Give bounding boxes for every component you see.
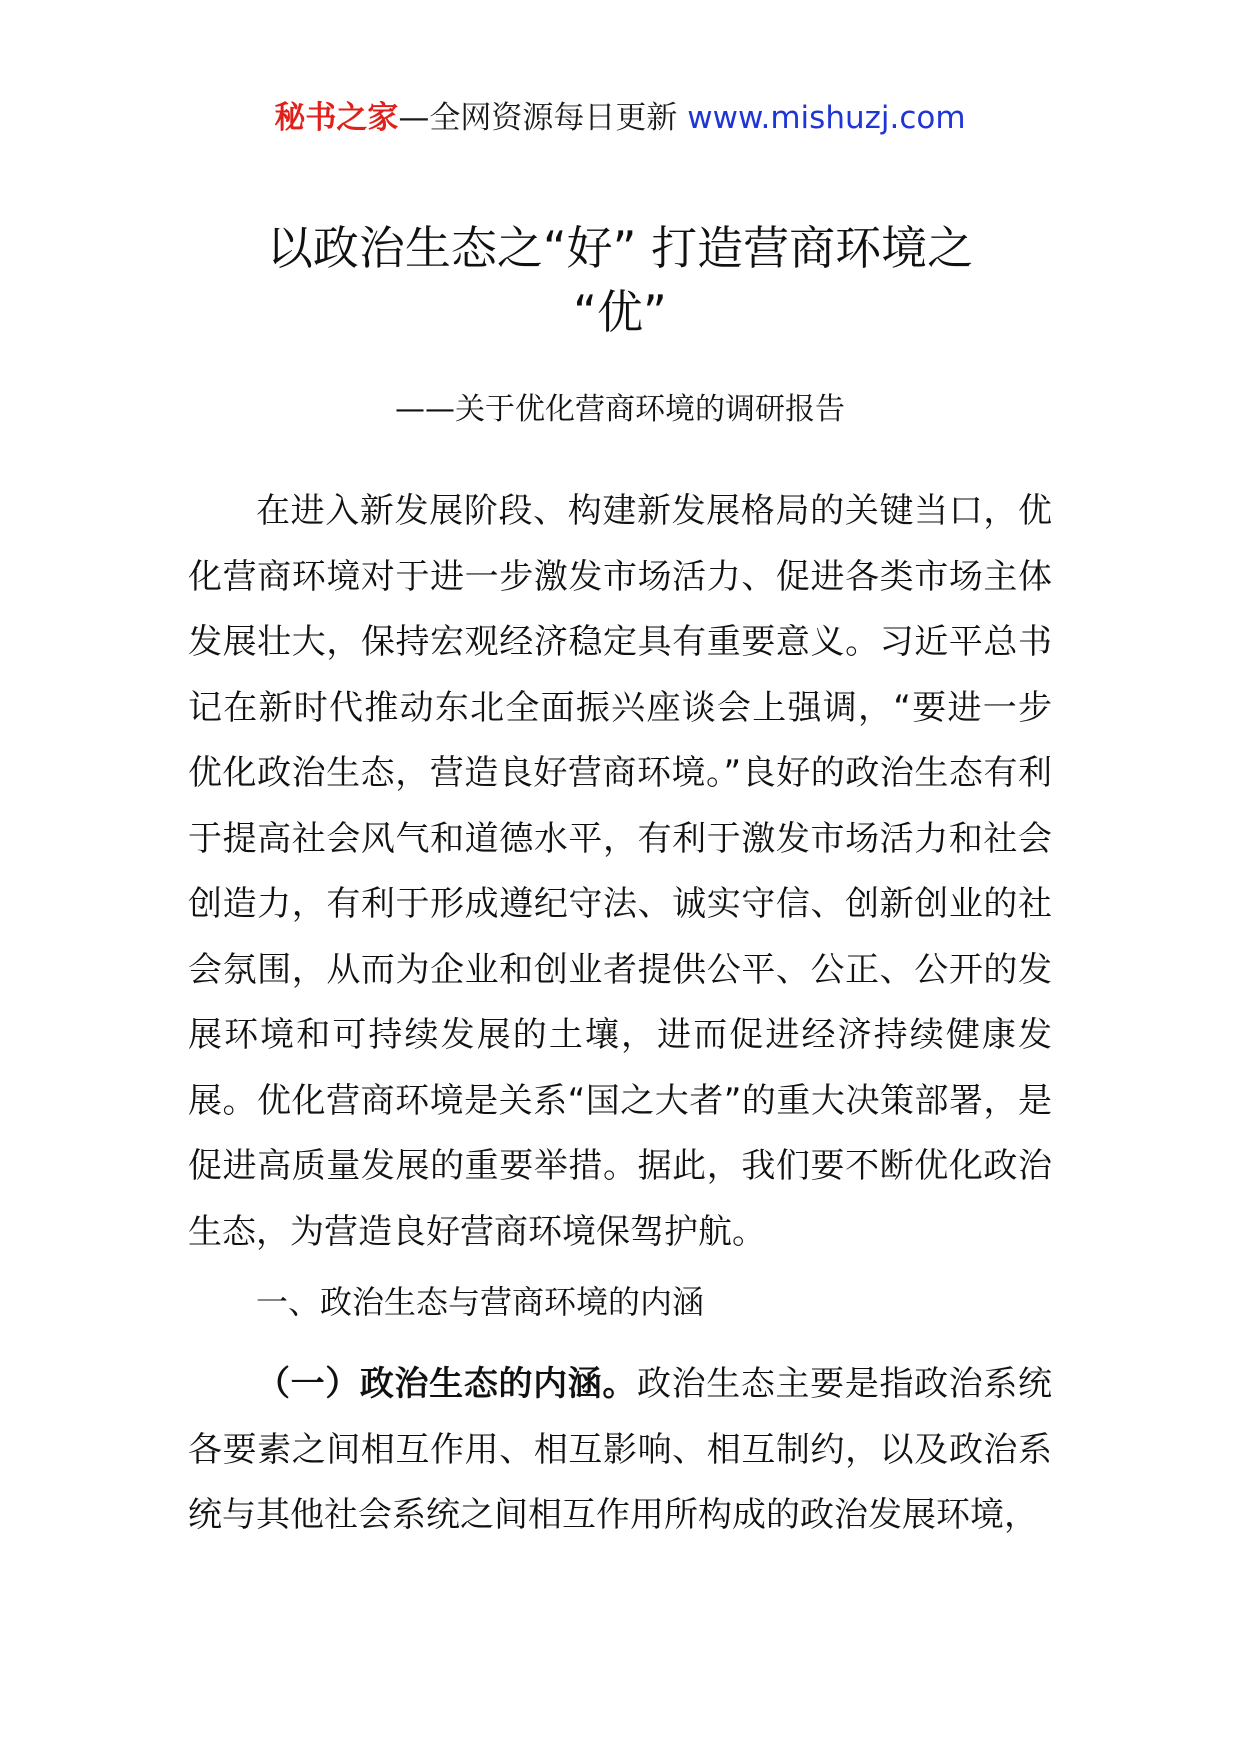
subsection-text: 政治生态主要是指政治系统各要素之间相互作用、相互影响、相互制约，以及政治系统与其他社会系统之间相互作用所构成的政治发展环境， [188, 1364, 1052, 1535]
document-title [190, 216, 1050, 344]
title-line-1: 以政治生态之“好” 打造营商环境之 [266, 221, 974, 275]
document-subtitle: ——关于优化营商环境的调研报告 [395, 392, 845, 427]
intro-paragraph: 在进入新发展阶段、构建新发展格局的关键当口，优化营商环境对于进一步激发市场活力、促进各类市场主体发展壮大，保持宏观经济稳定具有重要意义。习近平总书记在新时代推动东北全面振兴座谈会上强调，“要进一步优化政治生态，营造良好营商环境。”良好的政治生态有利于提高社会风气和道德水平，有利于激发市场活力和社会创造力，有利于形成遵纪守法、诚实守信、创新创业的社会氛围，从而为企业和创业者提供公平、公正、公开的发展环境和可持续发展的土壤，进而促进经济持续健康发展。优化营商环境是关系“国之大者”的重大决策部署，是促进高质量发展的重要举措。据此，我们要不断优化政治生态，为营造良好营商环境保驾护航。 [188, 491, 1052, 1252]
subsection-paragraph [188, 1352, 1052, 1549]
title-line-2: “优” [573, 285, 667, 339]
subsection-lead: （一）政治生态的内涵。 [256, 1364, 637, 1404]
section-heading: 一、政治生态与营商环境的内涵 [256, 1283, 705, 1321]
site-url-link[interactable]: www.mishuzj.com [687, 100, 966, 136]
site-tagline: —全网资源每日更新 [398, 100, 678, 136]
site-brand: 秘书之家 [274, 100, 399, 136]
site-header [0, 98, 1240, 138]
